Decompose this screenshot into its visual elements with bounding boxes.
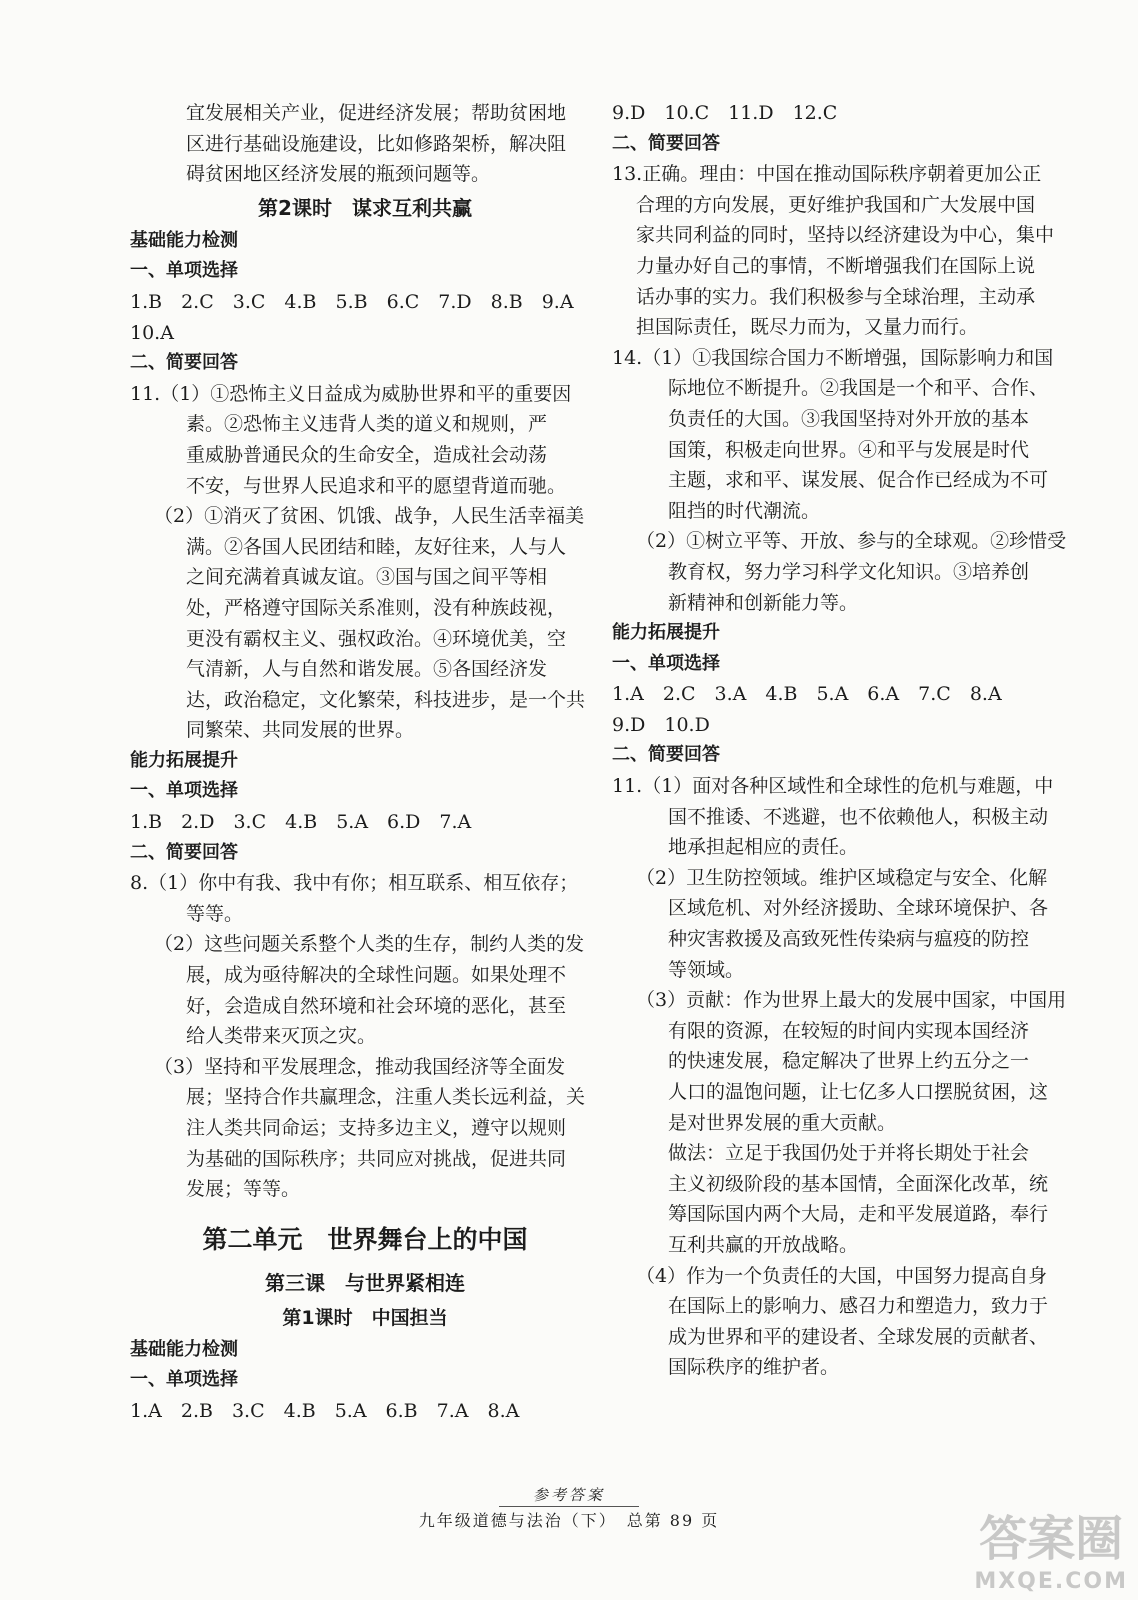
right-text-line: 地承担起相应的责任。 — [668, 836, 859, 859]
left-text-line: 展；坚持合作共赢理念，注重人类长远利益，关 — [186, 1086, 586, 1109]
left-text-line: 二、简要回答 — [130, 841, 238, 863]
right-text-line: 力量办好自己的事情，不断增强我们在国际上说 — [636, 254, 1036, 277]
left-text-line: 一、单项选择 — [130, 260, 238, 282]
left-text-line: 宜发展相关产业，促进经济发展；帮助贫困地 — [186, 102, 567, 124]
right-text-line: 13.正确。理由：中国在推动国际秩序朝着更加公正 — [612, 163, 1042, 186]
right-text-line: 有限的资源，在较短的时间内实现本国经济 — [668, 1019, 1030, 1042]
right-text-line: 能力拓展提升 — [612, 622, 720, 644]
left-text-line: 处，严格遵守国际关系准则，没有种族歧视， — [186, 596, 567, 619]
left-text-line: 1.B 2.C 3.C 4.B 5.B 6.C 7.D 8.B 9.A — [130, 290, 574, 313]
right-text-line: 的快速发展，稳定解决了世界上约五分之一 — [668, 1050, 1030, 1073]
left-text-line: 区进行基础设施建设，比如修路架桥，解决阻 — [186, 132, 567, 155]
left-text-line: 素。②恐怖主义违背人类的道义和规则，严 — [186, 413, 548, 436]
left-text-line: 同繁荣、共同发展的世界。 — [186, 719, 415, 742]
right-text-line: 教育权，努力学习科学文化知识。③培养创 — [668, 560, 1030, 583]
left-text-line: 基础能力检测 — [130, 1338, 238, 1360]
right-text-line: 种灾害救援及高致死性传染病与瘟疫的防控 — [668, 928, 1030, 951]
right-text-line: 话办事的实力。我们积极参与全球治理，主动承 — [636, 285, 1036, 308]
left-text-line: 好，会造成自然环境和社会环境的恶化，甚至 — [186, 994, 567, 1017]
right-text-line: 际地位不断提升。②我国是一个和平、合作、 — [668, 377, 1049, 400]
footer-divider — [499, 1506, 639, 1507]
watermark-site-text: MXQE.COM — [974, 1569, 1128, 1594]
footer-page-info: 九年级道德与法治（下） 总第 89 页 — [418, 1511, 720, 1530]
right-text-line: 互利共赢的开放战略。 — [668, 1233, 859, 1256]
right-text-line: 区域危机、对外经济援助、全球环境保护、各 — [668, 897, 1049, 920]
left-text-line: 二、简要回答 — [130, 352, 238, 374]
right-text-line: 9.D 10.C 11.D 12.C — [612, 102, 838, 124]
right-text-line: （4）作为一个负责任的大国，中国努力提高自身 — [636, 1264, 1048, 1287]
right-text-line: 9.D 10.D — [612, 713, 710, 736]
left-text-line: 一、单项选择 — [130, 780, 238, 802]
right-text-line: 二、简要回答 — [612, 132, 720, 154]
right-text-line: 一、单项选择 — [612, 652, 720, 674]
left-text-line: 气清新，人与自然和谐发展。⑤各国经济发 — [186, 658, 548, 681]
right-text-line: 国不推诿、不逃避，也不依赖他人，积极主动 — [668, 805, 1049, 828]
right-text-line: （2）①树立平等、开放、参与的全球观。②珍惜受 — [636, 530, 1067, 553]
right-text-line: 家共同利益的同时，坚持以经济建设为中心，集中 — [636, 224, 1055, 247]
right-column — [612, 98, 1074, 1383]
left-column — [130, 98, 600, 1427]
right-text-line: 1.A 2.C 3.A 4.B 5.A 6.A 7.C 8.A — [612, 683, 1002, 706]
left-text-line: 10.A — [130, 321, 174, 344]
right-text-line: 主义初级阶段的基本国情，全面深化改革，统 — [668, 1172, 1049, 1195]
right-text-line: 11.（1）面对各种区域性和全球性的危机与难题，中 — [612, 775, 1054, 798]
right-text-line: 等领域。 — [668, 958, 745, 981]
left-text-line: 碍贫困地区经济发展的瓶颈问题等。 — [186, 163, 491, 186]
left-text-line: 第三课 与世界紧相连 — [265, 1270, 465, 1295]
left-text-line: 更没有霸权主义、强权政治。④环境优美，空 — [186, 627, 567, 650]
right-text-line: 阻挡的时代潮流。 — [668, 499, 821, 522]
left-text-line: 1.B 2.D 3.C 4.B 5.A 6.D 7.A — [130, 811, 472, 834]
right-text-line: 在国际上的影响力、感召力和塑造力，致力于 — [668, 1295, 1049, 1318]
right-text-line: 14.（1）①我国综合国力不断增强，国际影响力和国 — [612, 346, 1054, 369]
left-text-line: 一、单项选择 — [130, 1369, 238, 1391]
left-text-line: 为基础的国际秩序；共同应对挑战，促进共同 — [186, 1147, 567, 1170]
right-text-line: （2）卫生防控领域。维护区域稳定与安全、化解 — [636, 866, 1048, 889]
right-text-line: 主题，求和平、谋发展、促合作已经成为不可 — [668, 469, 1049, 492]
left-text-line: 达，政治稳定，文化繁荣，科技进步，是一个共 — [186, 688, 586, 711]
page-footer — [0, 1484, 1138, 1531]
left-text-line: 给人类带来灭顶之灾。 — [186, 1025, 377, 1048]
right-text-line: 新精神和创新能力等。 — [668, 591, 859, 614]
right-text-line: 筹国际国内两个大局，走和平发展道路，奉行 — [668, 1203, 1049, 1226]
left-text-line: 之间充满着真诚友谊。③国与国之间平等相 — [186, 566, 548, 589]
left-text-line: 不安，与世界人民追求和平的愿望背道而驰。 — [186, 474, 567, 497]
right-text-line: （3）贡献：作为世界上最大的发展中国家，中国用 — [636, 989, 1067, 1012]
right-text-line: 担国际责任，既尽力而为，又量力而行。 — [636, 316, 979, 339]
left-text-line: （2）这些问题关系整个人类的生存，制约人类的发 — [154, 933, 585, 956]
left-text-line: 满。②各国人民团结和睦，友好往来，人与人 — [186, 535, 567, 558]
left-text-line: 展，成为亟待解决的全球性问题。如果处理不 — [186, 964, 567, 987]
right-text-line: 做法：立足于我国仍处于并将长期处于社会 — [668, 1142, 1030, 1165]
left-text-line: 能力拓展提升 — [130, 749, 238, 771]
left-text-line: 8.（1）你中有我、我中有你；相互联系、相互依存； — [130, 872, 579, 895]
left-text-line: （3）坚持和平发展理念，推动我国经济等全面发 — [154, 1055, 566, 1078]
left-text-line: 等等。 — [186, 902, 244, 925]
watermark-logo-text: 答案圈 — [979, 1511, 1124, 1567]
right-text-line: 是对世界发展的重大贡献。 — [668, 1111, 897, 1134]
left-text-line: 第2课时 谋求互利共赢 — [258, 195, 472, 220]
left-text-line: 注人类共同命运；支持多边主义，遵守以规则 — [186, 1117, 567, 1139]
left-text-line: 1.A 2.B 3.C 4.B 5.A 6.B 7.A 8.A — [130, 1399, 520, 1422]
left-text-line: 重威胁普通民众的生命安全，造成社会动荡 — [186, 443, 548, 466]
right-text-line: 国际秩序的维护者。 — [668, 1356, 840, 1379]
left-text-line: 发展；等等。 — [186, 1178, 301, 1201]
left-text-line: 11.（1）①恐怖主义日益成为威胁世界和平的重要因 — [130, 382, 572, 405]
right-text-line: 人口的温饱问题，让七亿多人口摆脱贫困，这 — [668, 1081, 1049, 1103]
right-text-line: 负责任的大国。③我国坚持对外开放的基本 — [668, 407, 1030, 430]
left-text-line: 基础能力检测 — [130, 229, 238, 251]
watermark-logo — [974, 1500, 1128, 1594]
left-text-line: 第二单元 世界舞台上的中国 — [202, 1224, 528, 1254]
right-text-line: 合理的方向发展，更好维护我国和广大发展中国 — [636, 193, 1036, 216]
right-text-line: 二、简要回答 — [612, 744, 720, 766]
footer-label: 参考答案 — [532, 1486, 605, 1504]
right-text-line: 国策，积极走向世界。④和平与发展是时代 — [668, 438, 1030, 461]
left-text-line: （2）①消灭了贫困、饥饿、战争，人民生活幸福美 — [154, 505, 585, 528]
left-text-line: 第1课时 中国担当 — [282, 1306, 448, 1329]
right-text-line: 成为世界和平的建设者、全球发展的贡献者、 — [668, 1325, 1049, 1348]
